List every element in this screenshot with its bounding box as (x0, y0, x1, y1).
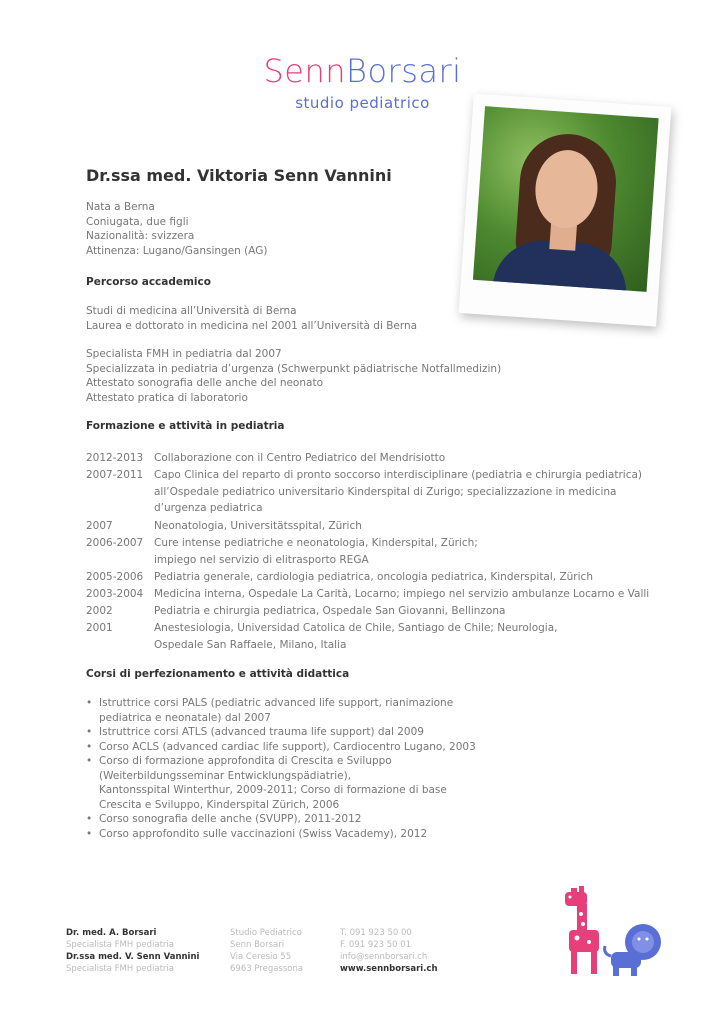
training-year: 2012-2013 (86, 452, 144, 464)
training-desc: Cure intense pediatriche e neonatologia, Kinderspital, Zürich; (154, 537, 478, 549)
giraffe-lion-icon (555, 870, 665, 980)
course-line: • Corso sonografia delle anche (SVUPP), 2011-2012 (99, 813, 362, 825)
personal-line: Nata a Berna (86, 201, 155, 213)
training-year: 2001 (86, 622, 113, 634)
footer-fax: F. 091 923 50 01 (340, 940, 412, 950)
courses-list (86, 696, 506, 841)
academic-line: Laurea e dottorato in medicina nel 2001 all’Università di Berna (86, 319, 418, 332)
portrait-photo-frame (459, 93, 672, 326)
training-desc: Medicina interna, Ospedale La Carità, Locarno; impiego nel servizio ambulanze Locarno e Valli (154, 588, 650, 600)
training-year: 2007 (86, 520, 113, 532)
footer-address (230, 927, 303, 975)
training-desc: Capo Clinica del reparto di pronto soccorso interdisciplinare (pediatria e chirurgia pediatrica) (154, 469, 642, 481)
footer-line: Dr. med. A. Borsari (66, 928, 157, 938)
footer-website-link[interactable]: www.sennborsari.ch (340, 964, 438, 974)
footer-email-link[interactable]: info@sennborsari.ch (340, 952, 428, 962)
footer-line: Dr.ssa med. V. Senn Vannini (66, 952, 200, 962)
academic-line: Attestato sonografia delle anche del neonato (86, 377, 323, 389)
personal-line: Coniugata, due figli (86, 215, 189, 228)
course-line: • Corso di formazione approfondita di Crescita e Sviluppo (99, 755, 392, 767)
list-item (86, 754, 506, 812)
footer-phone: T. 091 923 50 00 (340, 928, 412, 938)
course-line: • Corso approfondito sulle vaccinazioni (Swiss Vacademy), 2012 (99, 827, 428, 840)
training-desc: Pediatria generale, cardiologia pediatrica, oncologia pediatrica, Kinderspital, Zürich (154, 571, 593, 583)
footer-line: Senn Borsari (230, 940, 285, 950)
training-desc: Neonatologia, Universitätsspital, Zürich (154, 520, 362, 532)
personal-info (86, 200, 268, 258)
personal-line: Attinenza: Lugano/Gansingen (AG) (86, 244, 268, 257)
list-item (86, 740, 506, 755)
footer-line: Via Ceresio 55 (230, 952, 292, 962)
courses-heading: Corsi di perfezionamento e attività didattica (86, 668, 350, 680)
personal-line: Nazionalità: svizzera (86, 230, 195, 242)
training-desc: Pediatria e chirurgia pediatrica, Ospedale San Giovanni, Bellinzona (154, 605, 506, 617)
footer-line: Specialista FMH pediatria (66, 940, 174, 950)
academic-line: Attestato pratica di laboratorio (86, 391, 248, 404)
list-item (86, 812, 506, 827)
training-year: 2007-2011 (86, 469, 144, 481)
academic-line: Studi di medicina all’Università di Berna (86, 305, 297, 317)
logo (0, 52, 725, 90)
course-line: • Istruttrice corsi PALS (pediatric advanced life support, rianimazione (99, 697, 454, 709)
training-year: 2005-2006 (86, 571, 144, 583)
training-year: 2002 (86, 605, 113, 617)
list-item (86, 725, 506, 740)
course-line: pediatrica e neonatale) dal 2007 (99, 711, 271, 724)
academic-line: Specialista FMH in pediatria dal 2007 (86, 348, 282, 360)
course-line: Kantonsspital Winterthur, 2009-2011; Corso di formazione di base (99, 784, 447, 796)
course-line: • Corso ACLS (advanced cardiac life support), Cardiocentro Lugano, 2003 (99, 740, 476, 753)
training-desc: all’Ospedale pediatrico universitario Kinderspital di Zurigo; specializzazione in medicina (154, 485, 617, 498)
list-item (86, 696, 506, 725)
training-desc: d’urgenza pediatrica (154, 502, 263, 514)
training-heading: Formazione e attività in pediatria (86, 420, 285, 432)
training-desc: impiego nel servizio di elitrasporto REGA (154, 553, 369, 566)
course-line: • Istruttrice corsi ATLS (advanced trauma life support) dal 2009 (99, 726, 424, 738)
portrait-photo (473, 106, 659, 292)
footer-line: Studio Pediatrico (230, 928, 302, 938)
list-item (86, 827, 506, 842)
training-desc: Collaborazione con il Centro Pediatrico del Mendrisiotto (154, 452, 446, 464)
academic-line: Specializzata in pediatria d’urgenza (Schwerpunkt pädiatrische Notfallmedizin) (86, 362, 502, 375)
logo-first: Senn (263, 52, 347, 90)
doctor-name: Dr.ssa med. Viktoria Senn Vannini (86, 166, 392, 185)
footer-line: Specialista FMH pediatria (66, 964, 174, 974)
footer-line: 6963 Pregassona (230, 964, 304, 974)
course-line: Crescita e Sviluppo, Kinderspital Zürich, 2006 (99, 798, 340, 811)
academic-heading: Percorso accademico (86, 276, 211, 288)
logo-second: Borsari (346, 52, 462, 90)
training-year: 2003-2004 (86, 588, 144, 600)
academic-group-1 (86, 304, 417, 333)
course-line: (Weiterbildungsseminar Entwicklungspädiatrie), (99, 769, 352, 782)
training-desc: Anestesiologia, Universidad Catolica de Chile, Santiago de Chile; Neurologia, (154, 622, 558, 634)
academic-group-2 (86, 347, 501, 405)
footer-doctors (66, 927, 199, 975)
training-year: 2006-2007 (86, 537, 144, 549)
logo-subtitle: studio pediatrico (295, 94, 430, 112)
training-desc: Ospedale San Raffaele, Milano, Italia (154, 638, 347, 651)
footer-contact (340, 927, 438, 975)
